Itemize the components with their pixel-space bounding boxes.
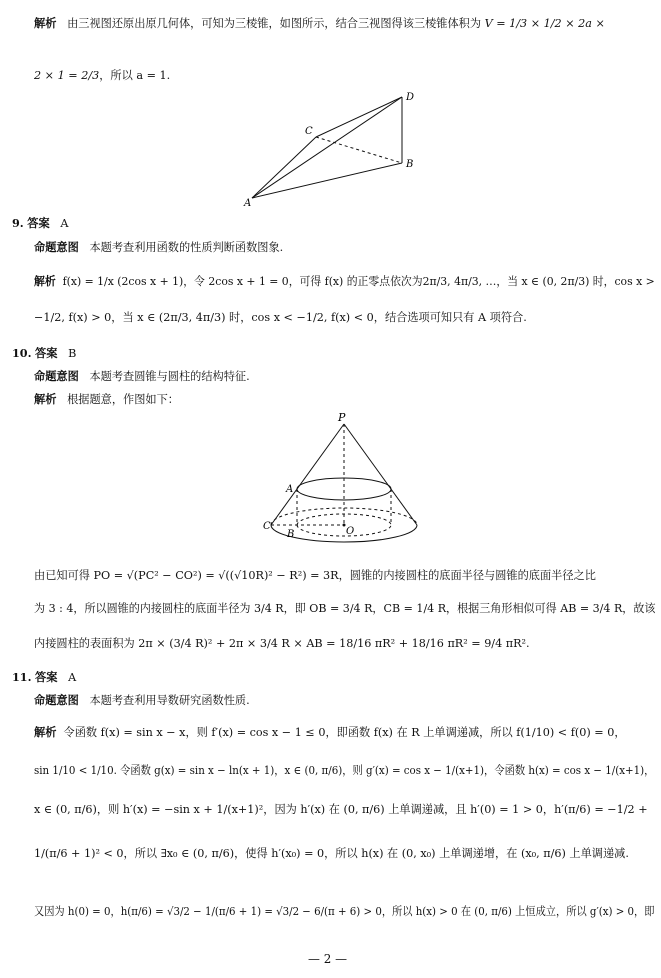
label-C: C — [305, 126, 313, 137]
q8-formula2: 2 × 1 = 2/3 — [34, 69, 100, 82]
q10-number: 10. — [12, 346, 32, 360]
q10-line2 — [34, 603, 655, 614]
intent-label: 命题意图 — [34, 240, 79, 254]
analysis-label: 解析 — [34, 392, 57, 406]
answer-label: 答案 — [35, 670, 58, 684]
q11-line3-text: x ∈ (0, π/6)，则 h′(x) = −sin x + 1/(x+1)²，因为 h′(x) 在 (0, π/6) 上单调递减，且 h′(0) = 1 > 0，h′(π/6) = −1/2 + — [34, 803, 648, 816]
intent-label: 命题意图 — [34, 693, 79, 707]
q10-intent-text: 本题考查圆锥与圆柱的结构特征. — [89, 370, 250, 383]
label-D: D — [406, 92, 415, 103]
q8-formula: V = 1/3 × 1/2 × 2a × — [484, 17, 605, 30]
cone-label-C: C — [263, 521, 271, 532]
q10-line1-text: 由已知可得 PO = √(PC² − CO²) = √((√10R)² − R²) = 3R，圆锥的内接圆柱的底面半径与圆锥的底面半径之比 — [34, 569, 596, 582]
q9-line1a: f(x) = 1/x (2cos x + 1)，令 2cos x + 1 = 0，可得 f(x) 的正零点依次为 — [62, 275, 423, 288]
cone-label-B: B — [287, 529, 295, 540]
q9-intent — [34, 242, 283, 253]
q9-number: 9. — [12, 216, 24, 230]
q9-intent-text: 本题考查利用函数的性质判断函数图象. — [89, 241, 284, 254]
q9-analysis-line2 — [34, 312, 527, 323]
q10-line1 — [34, 570, 596, 581]
answer-label: 答案 — [35, 346, 58, 360]
q10-answer — [12, 348, 76, 359]
q11-line2-text: sin 1/10 < 1/10. 令函数 g(x) = sin x − ln(x + 1)，x ∈ (0, π/6)，则 g′(x) = cos x − 1/(x+1)，令函数 h(x) = cos x − 1/(x+1)， — [34, 764, 655, 777]
page-number: — 2 — — [308, 952, 347, 966]
q11-answer-value: A — [68, 671, 77, 684]
analysis-label: 解析 — [34, 274, 56, 288]
q11-line5-text: 又因为 h(0) = 0，h(π/6) = √3/2 − 1/(π/6 + 1) = √3/2 − 6/(π + 6) > 0，所以 h(x) > 0 在 (0, π/6) 上恒成立，所以 g′(x) > 0，即 — [34, 905, 655, 918]
q11-line1-text: 令函数 f(x) = sin x − x，则 f′(x) = cos x − 1 ≤ 0，即函数 f(x) 在 R 上单调递减，所以 f(1/10) < f(0) = 0， — [63, 726, 626, 739]
q10-intent — [34, 371, 250, 382]
q11-line4 — [34, 848, 629, 859]
q11-intent-text: 本题考查利用导数研究函数性质. — [89, 694, 250, 707]
cone-label-P: P — [338, 411, 346, 424]
q11-line1 — [34, 727, 626, 738]
q11-line4-text: 1/(π/6 + 1)² < 0，所以 ∃x₀ ∈ (0, π/6)，使得 h′(x₀) = 0，所以 h(x) 在 (0, x₀) 上单调递增，在 (x₀, π/6) 上单调递减. — [34, 847, 629, 860]
q10-analysis — [34, 394, 179, 405]
q9-analysis-line1 — [34, 276, 655, 287]
answer-label: 答案 — [27, 216, 50, 230]
q8-conclusion: ，所以 a = 1. — [99, 69, 171, 82]
q11-line5 — [34, 906, 654, 917]
q11-intent — [34, 695, 250, 706]
q10-line3 — [34, 638, 530, 649]
q11-line2 — [34, 765, 654, 776]
analysis-label: 解析 — [34, 725, 57, 739]
q8-text: 由三视图还原出原几何体，可知为三棱锥，如图所示，结合三视图得该三棱锥体积为 — [67, 17, 482, 30]
q8-analysis-line2 — [34, 70, 170, 81]
q10-line3-text: 内接圆柱的表面积为 2π × (3/4 R)² + 2π × 3/4 R × AB = 18/16 πR² + 18/16 πR² = 9/4 πR². — [34, 637, 530, 650]
q11-number: 11. — [12, 670, 32, 684]
q9-line2: −1/2, f(x) > 0，当 x ∈ (2π/3, 4π/3) 时，cos x < −1/2, f(x) < 0，结合选项可知只有 A 项符合. — [34, 311, 527, 324]
q10-line2-text: 为 3 : 4，所以圆锥的内接圆柱的底面半径为 3/4 R，即 OB = 3/4 R，CB = 1/4 R，根据三角形相似可得 AB = 3/4 R，故该 — [34, 602, 656, 615]
q8-analysis-line1 — [34, 18, 605, 29]
label-A: A — [244, 198, 252, 209]
q9-line1b: 2π/3, 4π/3, …，当 x ∈ (0, 2π/3) 时，cos x > — [422, 275, 655, 288]
cone-label-A: A — [286, 484, 294, 495]
q11-line3 — [34, 804, 648, 815]
analysis-label: 解析 — [34, 16, 57, 30]
label-B: B — [406, 159, 414, 170]
q10-answer-value: B — [68, 347, 77, 360]
cone-label-O: O — [346, 526, 355, 537]
q9-answer-value: A — [60, 217, 69, 230]
q11-answer — [12, 672, 76, 683]
intent-label: 命题意图 — [34, 369, 79, 383]
q10-analysis-text: 根据题意，作图如下： — [67, 393, 179, 406]
q9-answer — [12, 218, 68, 229]
